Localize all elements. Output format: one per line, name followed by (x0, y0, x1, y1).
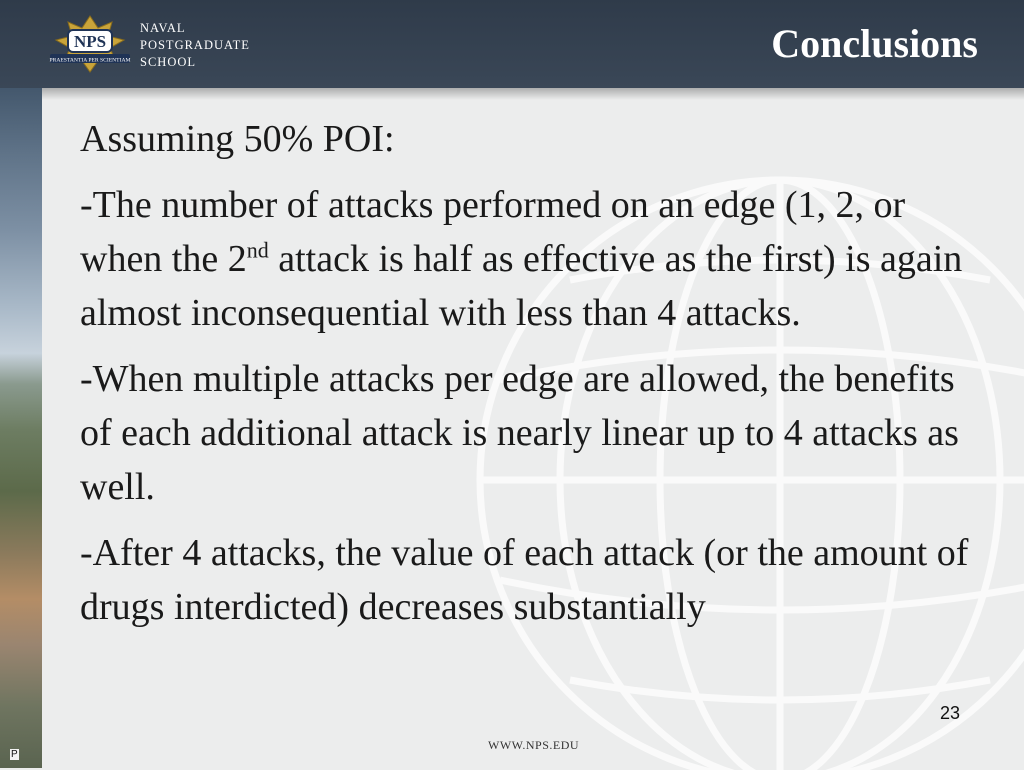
school-name-line: NAVAL (140, 21, 186, 35)
slide-title: Conclusions (771, 21, 978, 66)
bullet-point-2: -When multiple attacks per edge are allowed, the benefits of each additional attack is nearly linear up to 4 attacks as well. (80, 358, 959, 508)
school-name (140, 20, 250, 71)
nps-logo (46, 14, 134, 76)
left-photo-strip (0, 0, 42, 768)
corner-tag: P (11, 749, 18, 760)
page-number: 23 (939, 703, 960, 723)
bullet-text: -The number of attacks performed on an edge (1, 2, or when the 2 (80, 184, 906, 280)
school-name-line: SCHOOL (140, 55, 197, 69)
footer-url: WWW.NPS.EDU (488, 738, 580, 752)
superscript: nd (246, 237, 269, 263)
slide-body (80, 112, 990, 646)
bullet-point-3: -After 4 attacks, the value of each attack (or the amount of drugs interdicted) decreases substantially (80, 532, 969, 628)
bullet-text: attack is half as effective as the first) is again almost inconsequential with less than 4 attacks. (80, 238, 963, 334)
logo-motto: PRAESTANTIA PER SCIENTIAM (49, 57, 131, 64)
school-name-line: POSTGRADUATE (140, 38, 250, 52)
header-shadow (42, 88, 1024, 100)
logo-text: NPS (73, 32, 107, 51)
bullet-point-1 (80, 178, 990, 340)
body-heading: Assuming 50% POI: (80, 118, 395, 160)
slide-header (0, 0, 1024, 88)
